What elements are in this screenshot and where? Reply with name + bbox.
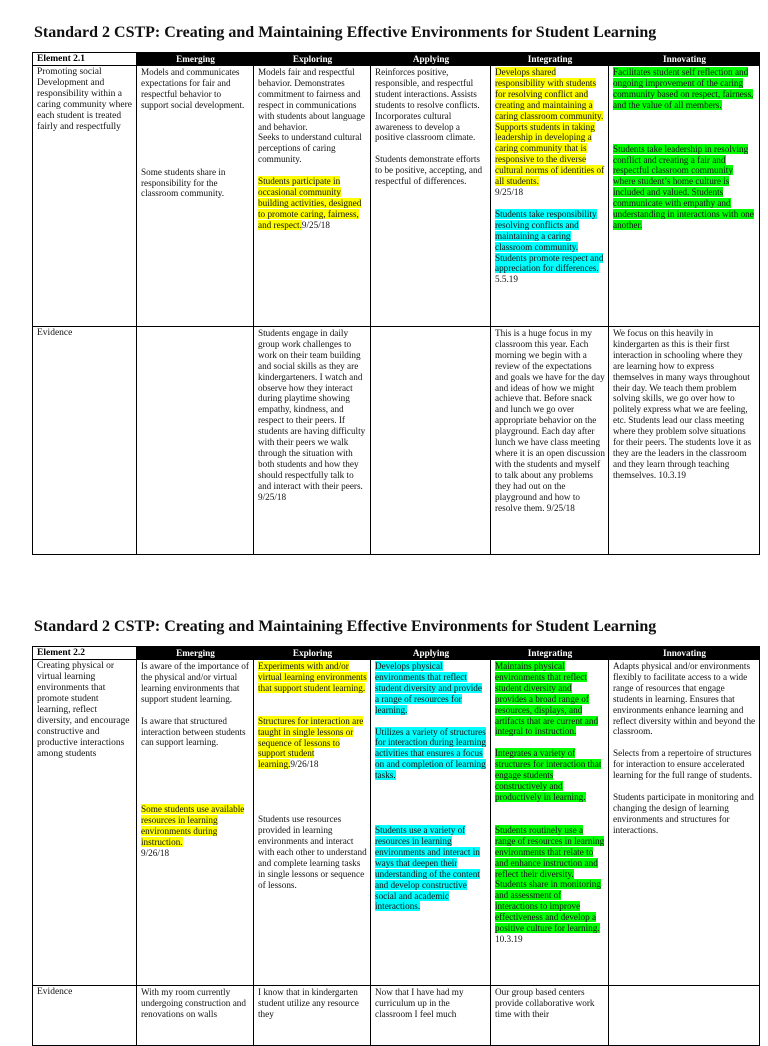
element-label: Element 2.2 <box>33 647 137 660</box>
criteria-row <box>33 66 760 327</box>
level-header-exploring: Exploring <box>254 647 371 660</box>
cell-innovating <box>609 66 760 327</box>
integrating-highlight-3: Students routinely use a range of resources in learning environments that relate to and enhance instruction and reflect their diversity. Students share in monitoring and assessment of interactions to improve effectiveness and develop a positive culture for learning. <box>495 824 605 934</box>
exploring-highlight-1: Experiments with and/or virtual learning environments that support student learning. <box>258 661 367 693</box>
applying-text-3: Students demonstrate efforts to be positive, accepting, and respectful of differences. <box>375 154 483 187</box>
evidence-emerging: With my room currently undergoing construction and renovations on walls <box>137 986 254 1046</box>
exploring-highlight: Students participate in occasional community building activities, designed to promote caring, fairness, and respect. <box>258 176 362 230</box>
exploring-text-1: Models fair and respectful behavior. Demonstrates commitment to fairness and respect in communications with students about language and behavior. <box>258 67 365 132</box>
cell-emerging <box>137 66 254 327</box>
applying-text-1: Reinforces positive, responsible, and respectful student interactions. Assists students to resolve conflicts. <box>375 67 480 110</box>
criteria-row <box>33 660 760 986</box>
evidence-applying <box>371 327 491 555</box>
cell-exploring <box>254 66 371 327</box>
level-header-innovating: Innovating <box>609 53 760 66</box>
evidence-exploring: Students engage in daily group work challenges to work on their team building and social skills as they are kindergarteners. I watch and observe how they interact during playtime showing empathy, kindness, and respect to their peers. If students are having difficulty with their peers we walk through the situation with both students and how they should respectfully talk to and interact with their peers. 9/25/18 <box>254 327 371 555</box>
cell-integrating <box>491 66 609 327</box>
header-row <box>33 647 760 660</box>
applying-highlight-1: Develops physical environments that reflect student diversity and provide a range of resources for learning. <box>375 661 482 715</box>
page-title-2: Standard 2 CSTP: Creating and Maintaining Effective Environments for Student Learning <box>34 618 657 635</box>
emerging-text-1: Models and communicates expectations for fair and respectful behavior to support social development. <box>141 67 245 110</box>
level-header-applying: Applying <box>371 647 491 660</box>
integrating-highlight-yellow: Develops shared responsibility with students for resolving conflict and creating and maintaining a caring classroom community. Supports students in taking leadership in developing a caring community that is responsive to the diverse cultural norms of identities of all students. <box>495 67 605 187</box>
innovating-highlight-2: Students take leadership in resolving conflict and creating a fair and respectful classroom community where student’s home culture is included and valued. Students communicate with empathy and understanding in interactions with one another. <box>613 143 754 230</box>
evidence-applying: Now that I have had my curriculum up in the classroom I feel much <box>371 986 491 1046</box>
cell-applying <box>371 660 491 986</box>
header-row <box>33 53 760 66</box>
integrating-date: 10.3.19 <box>495 933 523 944</box>
rubric-table-2-2 <box>32 646 760 1046</box>
emerging-text-1: Is aware of the importance of the physical and/or virtual learning environments that support student learning. <box>141 661 249 704</box>
level-header-integrating: Integrating <box>491 647 609 660</box>
evidence-integrating: Our group based centers provide collaborative work time with their <box>491 986 609 1046</box>
evidence-exploring: I know that in kindergarten student utilize any resource they <box>254 986 371 1046</box>
integrating-highlight-cyan: Students take responsibility resolving conflicts and maintaining a caring classroom community. Students promote respect and appreciation for differences. <box>495 208 604 274</box>
emerging-text-2: Some students share in responsibility for the classroom community. <box>141 166 226 199</box>
evidence-integrating: This is a huge focus in my classroom this year. Each morning we begin with a review of the expectations and goals we have for the day and ideas of how we might achieve that. Before snack and lunch we go over appropriate behavior on the playground. Each day after lunch we have class meeting where it is an open discussion with the students and myself to talk about any problems they had out on the playground and how to resolve them. 9/25/18 <box>491 327 609 555</box>
cell-applying <box>371 66 491 327</box>
level-header-exploring: Exploring <box>254 53 371 66</box>
innovating-highlight-1: Facilitates student self reflection and ongoing improvement of the caring community based on respect, fairness, and the value of all members. <box>613 67 754 110</box>
cell-integrating <box>491 660 609 986</box>
evidence-innovating: We focus on this heavily in kindergarten as this is their first interaction in schooling where they are learning how to express themselves in many ways throughout their day. We teach them problem solving skills, we go over how to politely express what we are feeling, etc. Students lead our class meeting where they problem solve situations for their peers. The students love it as they are the leaders in the classroom and they learn through teaching themselves. 10.3.19 <box>609 327 760 555</box>
cell-emerging <box>137 660 254 986</box>
integrating-highlight-2: Integrates a variety of structures for interaction that engage students constructively and productively in learning. <box>495 748 602 802</box>
integrating-date-2: 5.5.19 <box>495 274 518 285</box>
integrating-date-1: 9/25/18 <box>495 186 524 197</box>
applying-highlight-2: Utilizes a variety of structures for interaction during learning activities that ensures a focus on and completion of learning tasks. <box>375 726 486 781</box>
exploring-text-2: Seeks to understand cultural perceptions of caring community. <box>258 132 362 165</box>
integrating-highlight-1: Maintains physical environments that reflect student diversity and provides a broad range of resources, displays, and artifacts that are current and integral to instruction. <box>495 661 599 737</box>
exploring-date: 9/26/18 <box>290 759 319 770</box>
element-description: Promoting social Development and responsibility within a caring community where each student is treated fairly and respectfully <box>33 66 137 327</box>
exploring-highlight-2: Structures for interaction are taught in single lessons or sequence of lessons to support student learning. <box>258 715 364 770</box>
exploring-text-3: Students use resources provided in learning environments and interact with each other to understand and complete learning tasks in single lessons or sequence of lessons. <box>258 814 367 890</box>
cell-innovating <box>609 660 760 986</box>
emerging-text-2: Is aware that structured interaction between students can support learning. <box>141 715 246 748</box>
emerging-highlight: Some students use available resources in learning environments during instruction. <box>141 804 245 848</box>
level-header-emerging: Emerging <box>137 647 254 660</box>
element-label: Element 2.1 <box>33 53 137 66</box>
evidence-row <box>33 986 760 1046</box>
evidence-label: Evidence <box>33 986 137 1046</box>
applying-highlight-3: Students use a variety of resources in learning environments and interact in ways that deepen their understanding of the content and develop constructive social and academic interactions. <box>375 825 480 912</box>
evidence-label: Evidence <box>33 327 137 555</box>
level-header-applying: Applying <box>371 53 491 66</box>
level-header-innovating: Innovating <box>609 647 760 660</box>
evidence-emerging <box>137 327 254 555</box>
innovating-text-3: Students participate in monitoring and changing the design of learning environments and structures for interactions. <box>613 792 754 835</box>
cell-exploring <box>254 660 371 986</box>
level-header-emerging: Emerging <box>137 53 254 66</box>
emerging-date: 9/26/18 <box>141 847 170 858</box>
element-description: Creating physical or virtual learning environments that promote student learning, reflect diversity, and encourage constructive and productive interactions among students <box>33 660 137 986</box>
level-header-integrating: Integrating <box>491 53 609 66</box>
page-title-1: Standard 2 CSTP: Creating and Maintaining Effective Environments for Student Learning <box>34 24 657 41</box>
innovating-text-1: Adapts physical and/or environments flexibly to facilitate access to a wide range of resources that engage students in learning. Ensures that environments enhance learning and reflect diversity within and beyond the classroom. <box>613 661 756 737</box>
evidence-row <box>33 327 760 555</box>
innovating-text-2: Selects from a repertoire of structures for interaction to ensure accelerated learning for the full range of students. <box>613 748 753 781</box>
exploring-date: 9/25/18 <box>301 219 330 230</box>
evidence-innovating <box>609 986 760 1046</box>
rubric-table-2-1 <box>32 52 760 555</box>
applying-text-2: Incorporates cultural awareness to develop a positive classroom climate. <box>375 110 476 143</box>
